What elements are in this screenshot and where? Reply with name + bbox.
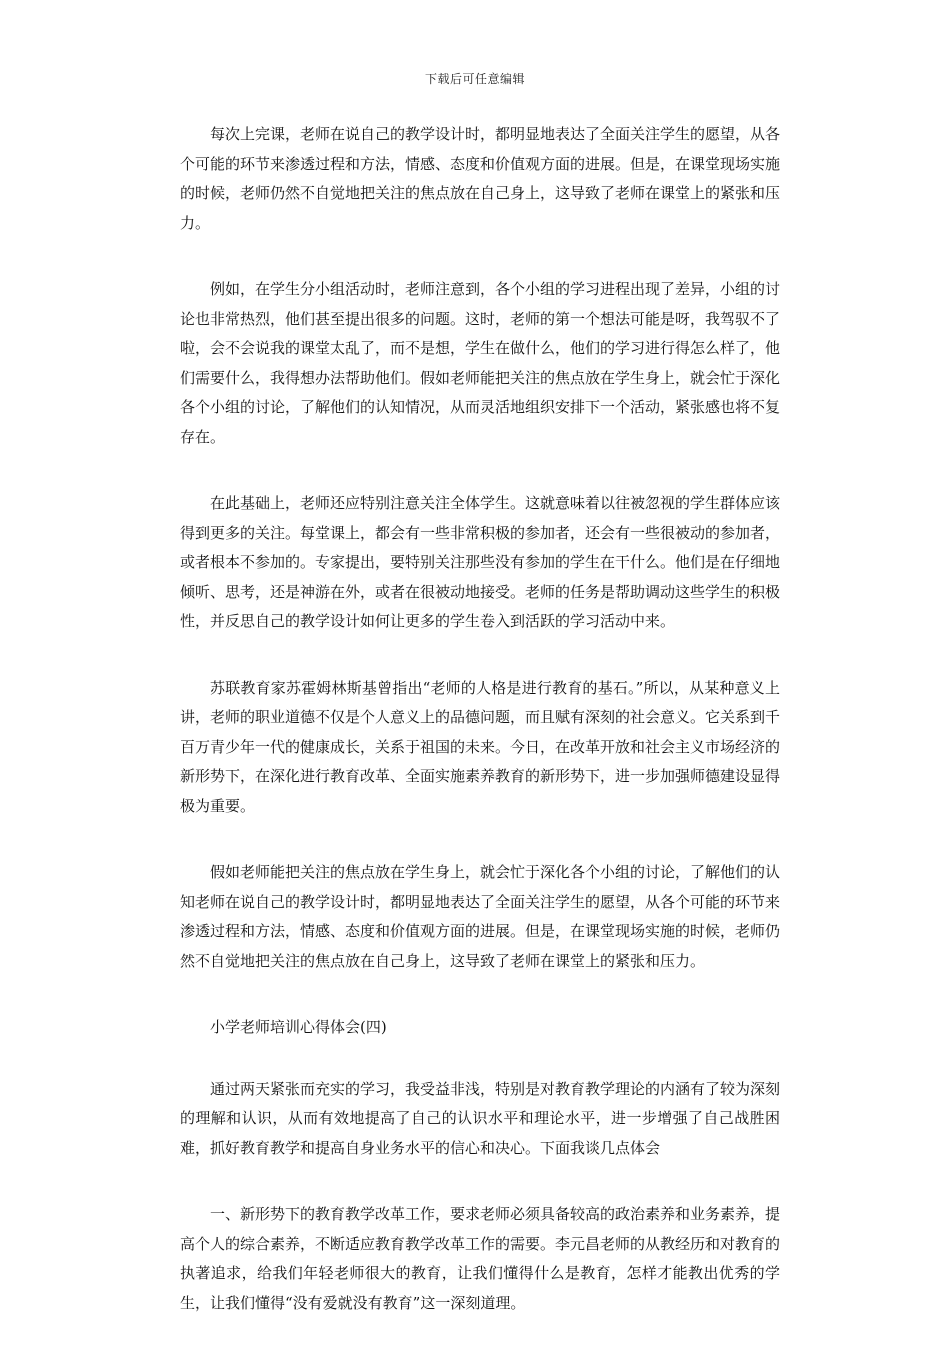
- paragraph: 在此基础上，老师还应特别注意关注全体学生。这就意味着以往被忽视的学生群体应该得到更多的关注。每堂课上，都会有一些非常积极的参加者，还会有一些很被动的参加者，或者根本不参加的。专家提出，要特别关注那些没有参加的学生在干什么。他们是在仔细地倾听、思考，还是神游在外，或者在很被动地接受。老师的任务是帮助调动这些学生的积极性，并反思自己的教学设计如何让更多的学生卷入到活跃的学习活动中来。: [180, 494, 781, 630]
- paragraph: 通过两天紧张而充实的学习，我受益非浅，特别是对教育教学理论的内涵有了较为深刻的理解和认识，从而有效地提高了自己的认识水平和理论水平，进一步增强了自己战胜困难，抓好教育教学和提高自身业务水平的信心和决心。下面我谈几点体会: [180, 1079, 781, 1157]
- paragraph: 一、新形势下的教育教学改革工作，要求老师必须具备较高的政治素养和业务素养，提高个人的综合素养，不断适应教育教学改革工作的需要。李元昌老师的从教经历和对教育的执著追求，给我们年轻老师很大的教育，让我们懂得什么是教育，怎样才能教出优秀的学生，让我们懂得“没有爱就没有教育”这一深刻道理。: [180, 1205, 781, 1312]
- paragraph: 苏联教育家苏霍姆林斯基曾指出“老师的人格是进行教育的基石。”所以，从某种意义上讲，老师的职业道德不仅是个人意义上的品德问题，而且赋有深刻的社会意义。它关系到千百万青少年一代的健康成长，关系于祖国的未来。今日，在改革开放和社会主义市场经济的新形势下，在深化进行教育改革、全面实施素养教育的新形势下，进一步加强师德建设显得极为重要。: [180, 678, 781, 815]
- paragraph: 假如老师能把关注的焦点放在学生身上，就会忙于深化各个小组的讨论，了解他们的认知老师在说自己的教学设计时，都明显地表达了全面关注学生的愿望，从各个可能的环节来渗透过程和方法，情感、态度和价值观方面的进展。但是，在课堂现场实施的时候，老师仍然不自觉地把关注的焦点放在自己身上，这导致了老师在课堂上的紧张和压力。: [180, 863, 781, 970]
- page-header: 下载后可任意编辑: [424, 72, 525, 86]
- document-body: [180, 120, 780, 1355]
- paragraph: 每次上完课，老师在说自己的教学设计时，都明显地表达了全面关注学生的愿望，从各个可能的环节来渗透过程和方法，情感、态度和价值观方面的进展。但是，在课堂现场实施的时候，老师仍然不自觉地把关注的焦点放在自己身上，这导致了老师在课堂上的紧张和压力。: [180, 125, 781, 232]
- paragraph: 例如，在学生分小组活动时，老师注意到，各个小组的学习进程出现了差异，小组的讨论也非常热烈，他们甚至提出很多的问题。这时，老师的第一个想法可能是呀，我驾驭不了啦，会不会说我的课堂太乱了，而不是想，学生在做什么，他们的学习进行得怎么样了，他们需要什么，我得想办法帮助他们。假如老师能把关注的焦点放在学生身上，就会忙于深化各个小组的讨论，了解他们的认知情况，从而灵活地组织安排下一个活动，紧张感也将不复存在。: [180, 280, 781, 446]
- section-title: 小学老师培训心得体会(四): [210, 1018, 387, 1036]
